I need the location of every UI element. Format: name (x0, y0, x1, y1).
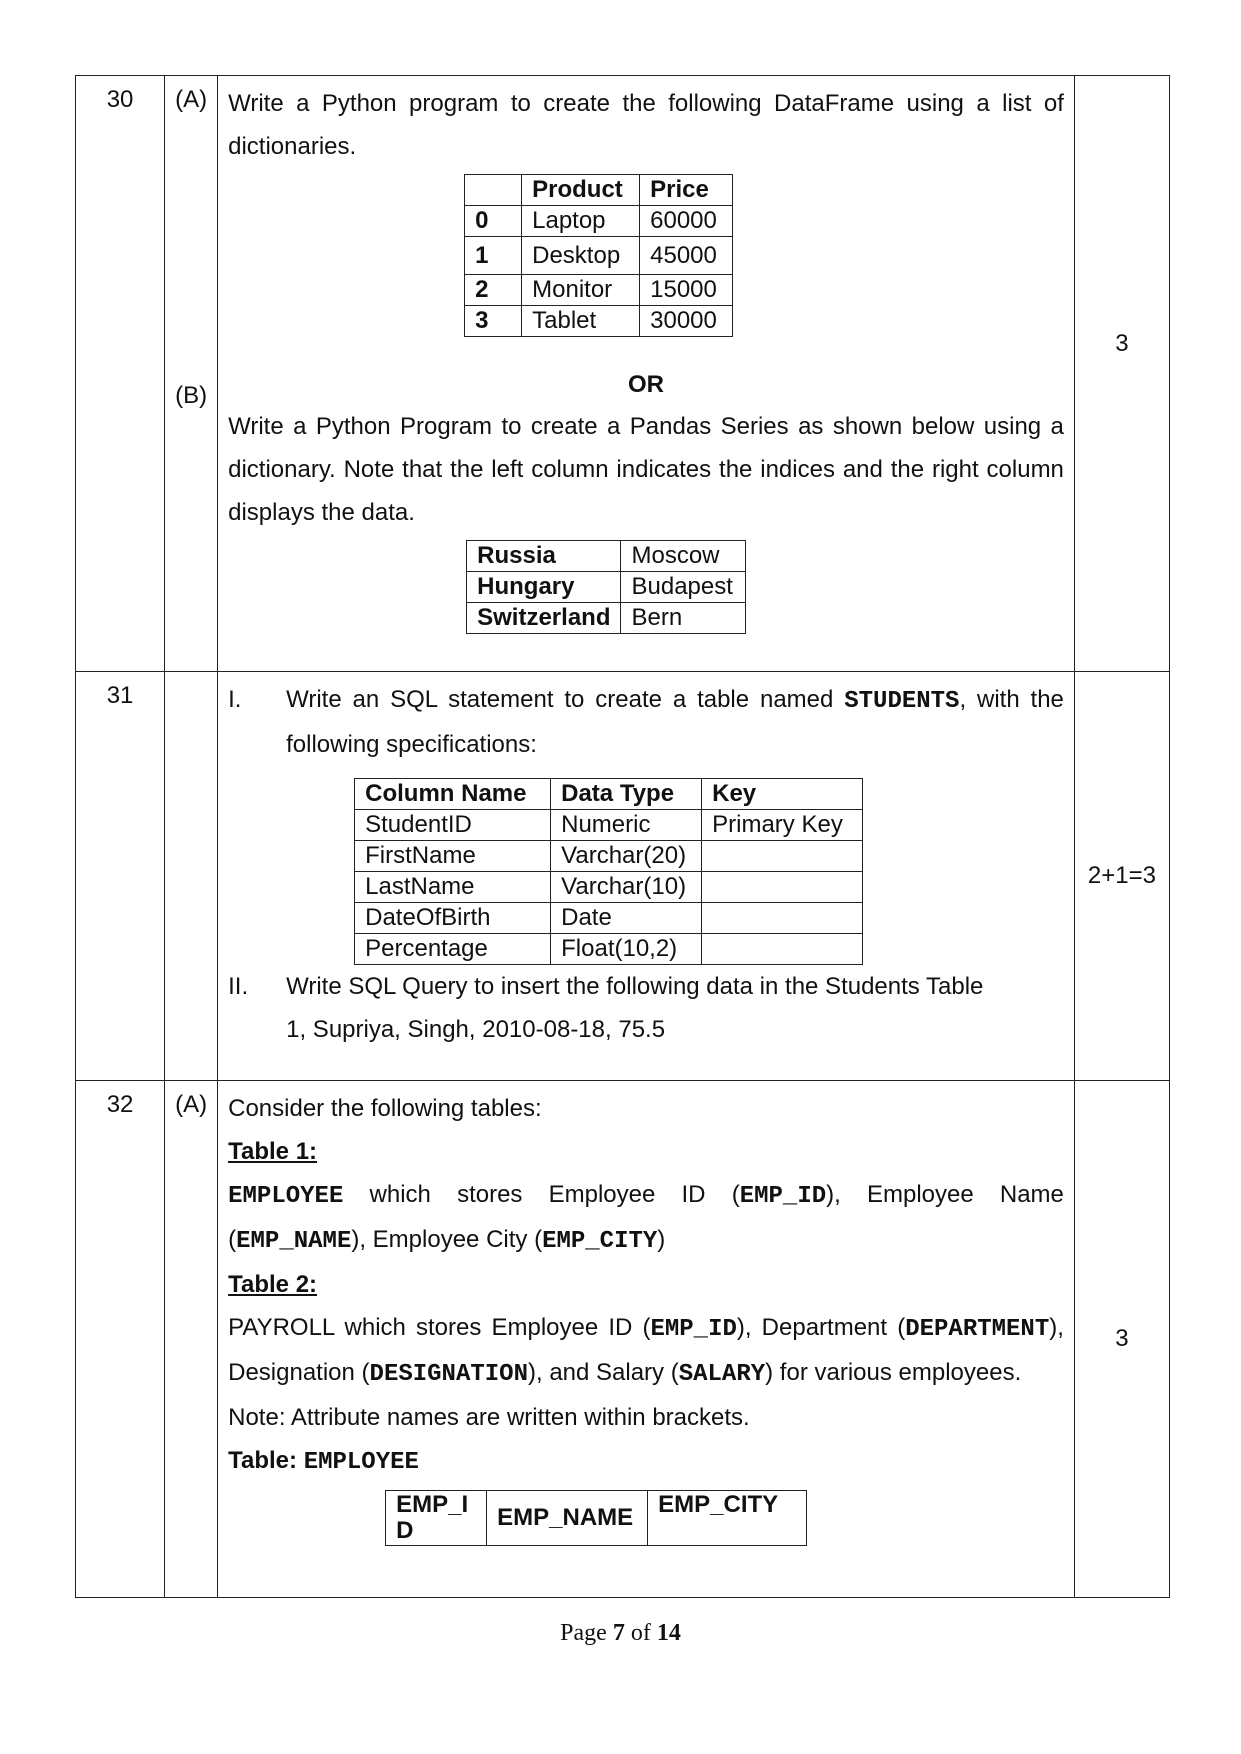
question-number: 32 (106, 1091, 134, 1118)
table-cell: StudentID (355, 810, 551, 841)
question-text: Consider the following tables: (228, 1095, 542, 1122)
table-row (355, 810, 863, 841)
table-cell (702, 872, 863, 903)
table-header-cell: Column Name (355, 779, 551, 810)
table-row (465, 206, 733, 237)
text-span: ), Employee City ( (351, 1226, 543, 1253)
text-span: ) for various employees. (765, 1359, 1022, 1386)
insert-data: 1, Supriya, Singh, 2010-08-18, 75.5 (286, 1016, 666, 1043)
table-cell: Bern (621, 603, 746, 634)
page-number: 7 (612, 1620, 625, 1646)
specification-table (354, 778, 863, 965)
question-number: 30 (106, 86, 134, 113)
table-cell: LastName (355, 872, 551, 903)
table-row (467, 541, 746, 572)
table-cell: Varchar(20) (551, 841, 702, 872)
question-number: 31 (106, 682, 134, 709)
table-cell: 45000 (640, 237, 733, 275)
table-cell: Laptop (522, 206, 640, 237)
text-span: which stores Employee ID ( (334, 1314, 651, 1341)
text-span: Table: (228, 1447, 304, 1474)
dataframe-table (464, 174, 733, 337)
table-header-cell: EMP_ID (386, 1491, 487, 1546)
note-text: Note: Attribute names are written within brackets. (228, 1404, 750, 1431)
marks-value: 3 (1115, 329, 1129, 357)
page-footer (0, 1620, 1241, 1647)
table-row (465, 306, 733, 337)
table-header-row (386, 1491, 807, 1546)
question-text: Write a Python program to create the following DataFrame using a list of dictionaries. (228, 90, 1064, 160)
table-header-cell: Data Type (551, 779, 702, 810)
question-30-row (76, 76, 1170, 672)
table-caption (228, 1439, 1064, 1484)
table-cell: Primary Key (702, 810, 863, 841)
table-cell: 2 (465, 275, 522, 306)
table-cell: 3 (465, 306, 522, 337)
marks-value: 2+1=3 (1087, 862, 1156, 889)
text-span: Page (560, 1620, 613, 1646)
table-cell: Budapest (621, 572, 746, 603)
table-header-row (465, 175, 733, 206)
table-header-cell: Price (640, 175, 733, 206)
question-text: Write SQL Query to insert the following data in the Students Table (286, 973, 984, 1000)
table-cell: FirstName (355, 841, 551, 872)
question-31-row (76, 672, 1170, 1081)
table-cell: 30000 (640, 306, 733, 337)
attribute-name: EMP_ID (650, 1316, 737, 1343)
part-label-ii: II. (228, 973, 249, 1000)
table-row (465, 237, 733, 275)
text-span: ) (657, 1226, 666, 1253)
table-name: EMPLOYEE (228, 1183, 344, 1210)
text-span: ), Department ( (736, 1314, 906, 1341)
table-name: EMPLOYEE (303, 1449, 419, 1476)
table-row (355, 872, 863, 903)
table-cell: Numeric (551, 810, 702, 841)
table-row (467, 572, 746, 603)
table-header-cell: EMP_NAME (487, 1491, 648, 1546)
questions-table (75, 75, 1170, 1598)
table-name: STUDENTS (844, 688, 960, 715)
text-span: , with the following specifications: (286, 686, 1064, 758)
table-row (355, 934, 863, 965)
table-cell: 15000 (640, 275, 733, 306)
table-header-cell: Key (702, 779, 863, 810)
table-header-cell: Product (522, 175, 640, 206)
table-header-cell (465, 175, 522, 206)
part-label-b: (B) (175, 382, 208, 409)
table-cell: Tablet (522, 306, 640, 337)
table-cell: 1 (465, 237, 522, 275)
attribute-name: DEPARTMENT (905, 1316, 1050, 1343)
table-cell (702, 934, 863, 965)
text-span: of (624, 1620, 657, 1646)
table-header-cell: EMP_CITY (648, 1491, 807, 1546)
table-row (355, 841, 863, 872)
table-cell: Switzerland (467, 603, 621, 634)
table-cell: 0 (465, 206, 522, 237)
table-row (467, 603, 746, 634)
table-row (355, 903, 863, 934)
table-cell: Moscow (621, 541, 746, 572)
table1-description (228, 1173, 1064, 1263)
attribute-name: SALARY (678, 1361, 766, 1388)
table-cell (702, 841, 863, 872)
table-cell: Monitor (522, 275, 640, 306)
table-cell: Hungary (467, 572, 621, 603)
text-span: ), Employee Name ( (228, 1181, 1064, 1253)
question-32-row (76, 1081, 1170, 1598)
table-cell: Float(10,2) (551, 934, 702, 965)
table-cell (702, 903, 863, 934)
text-span: which stores Employee ID ( (343, 1181, 740, 1208)
question-text (286, 678, 1064, 766)
table-cell: DateOfBirth (355, 903, 551, 934)
part-label-i: I. (228, 686, 242, 713)
table-name: PAYROLL (228, 1314, 335, 1341)
total-pages: 14 (656, 1620, 681, 1646)
employee-table (385, 1490, 807, 1546)
table-cell: Percentage (355, 934, 551, 965)
table-row (465, 275, 733, 306)
attribute-name: EMP_NAME (236, 1228, 352, 1255)
table1-heading: Table 1: (228, 1138, 318, 1165)
question-text: Write a Python Program to create a Pandas Series as shown below using a dictionary. Note that the left column indicates the indices and the right column displays the data. (228, 413, 1064, 526)
table-cell: Desktop (522, 237, 640, 275)
table-cell: Russia (467, 541, 621, 572)
marks-value: 3 (1115, 1325, 1129, 1352)
table2-description (228, 1306, 1064, 1396)
text-span: Write an SQL statement to create a table named (286, 686, 845, 713)
or-separator: OR (628, 371, 665, 398)
attribute-name: EMP_ID (739, 1183, 827, 1210)
attribute-name: EMP_CITY (542, 1228, 658, 1255)
table-cell: Varchar(10) (551, 872, 702, 903)
part-label-a: (A) (175, 86, 208, 113)
table-cell: 60000 (640, 206, 733, 237)
attribute-name: DESIGNATION (369, 1361, 528, 1388)
part-label-a: (A) (175, 1091, 208, 1118)
text-span: ), and Salary ( (527, 1359, 679, 1386)
table-header-row (355, 779, 863, 810)
table2-heading: Table 2: (228, 1271, 318, 1298)
table-cell: Date (551, 903, 702, 934)
series-table (466, 540, 746, 634)
text-span: ), Designation ( (228, 1314, 1064, 1386)
